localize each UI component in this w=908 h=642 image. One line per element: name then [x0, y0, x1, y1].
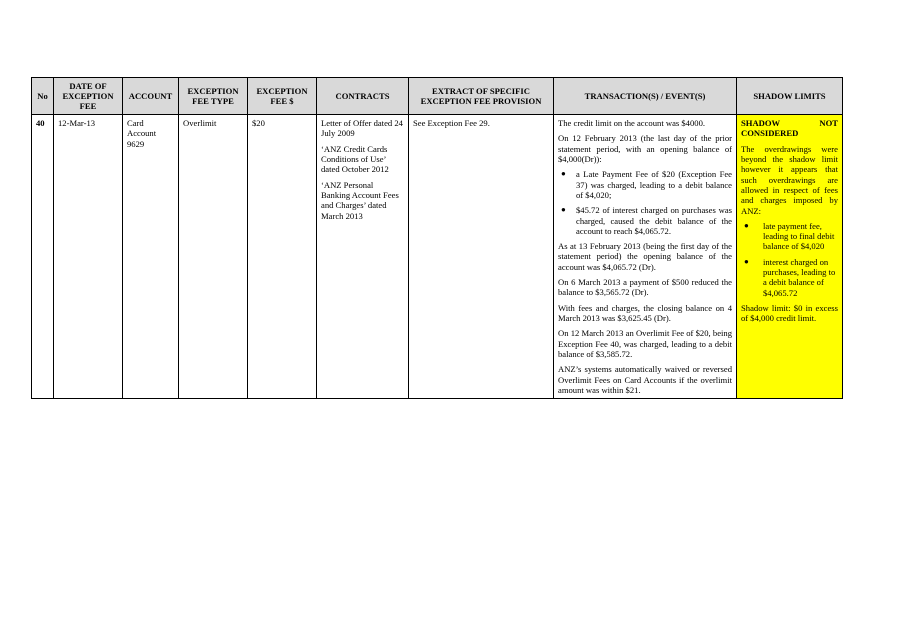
- header-contracts: CONTRACTS: [317, 78, 409, 115]
- cell-extract: See Exception Fee 29.: [409, 115, 554, 399]
- list-item: [558, 205, 732, 236]
- cell-no: 40: [32, 115, 54, 399]
- transaction-paragraph: On 6 March 2013 a payment of $500 reduced the balance to $3,565.72 (Dr).: [558, 277, 732, 298]
- shadow-intro: The overdrawings were beyond the shadow limit however it appears that such overdrawings are allowed in respect of fees and charges imposed by ANZ:: [741, 143, 838, 216]
- bullet-text: interest charged on purchases, leading to a debit balance of $4,065.72: [763, 256, 836, 298]
- contract-item: Letter of Offer dated 24 July 2009: [321, 118, 403, 139]
- bullet-icon: ●: [561, 205, 566, 215]
- cell-date: 12-Mar-13: [54, 115, 123, 399]
- header-fee-amount: EXCEPTION FEE $: [248, 78, 317, 115]
- transaction-paragraph: On 12 March 2013 an Overlimit Fee of $20, being Exception Fee 40, was charged, leading to a debit balance of $3,585.72.: [558, 328, 732, 359]
- table-row: [32, 115, 843, 399]
- exception-fee-table: [31, 77, 843, 399]
- shadow-status: SHADOW NOT CONSIDERED: [741, 118, 838, 139]
- transaction-paragraph: The credit limit on the account was $4000.: [558, 118, 706, 128]
- header-transactions: TRANSACTION(S) / EVENT(S): [554, 78, 737, 115]
- header-account: ACCOUNT: [123, 78, 179, 115]
- transaction-paragraph: ANZ’s systems automatically waived or reversed Overlimit Fees on Card Accounts if the overlimit amount was within $21.: [558, 364, 732, 395]
- transaction-paragraph: On 12 February 2013 (the last day of the prior statement period, with an opening balance of $4,000(Dr)):: [558, 133, 732, 164]
- transaction-paragraph: As at 13 February 2013 (being the first day of the statement period) the opening balance of the account was $4,065.72 (Dr).: [558, 241, 732, 272]
- contract-item: ‘ANZ Credit Cards Conditions of Use’ dated October 2012: [321, 143, 389, 175]
- bullet-text: $45.72 of interest charged on purchases was charged, caused the debit balance of the account to reach $4,065.72.: [576, 205, 732, 236]
- transaction-bullet-list: [558, 169, 732, 236]
- header-row: [32, 78, 843, 115]
- cell-shadow-limits: [737, 115, 843, 399]
- cell-account: Card Account 9629: [123, 115, 179, 399]
- list-item: [741, 221, 838, 252]
- contract-item: ‘ANZ Personal Banking Account Fees and Charges’ dated March 2013: [321, 179, 399, 221]
- header-shadow-limits: SHADOW LIMITS: [737, 78, 843, 115]
- shadow-limit-note: Shadow limit: $0 in excess of $4,000 credit limit.: [741, 303, 838, 324]
- cell-transactions: [554, 115, 737, 399]
- header-extract: EXTRACT OF SPECIFIC EXCEPTION FEE PROVISION: [409, 78, 554, 115]
- cell-fee-type: Overlimit: [179, 115, 248, 399]
- header-date: DATE OF EXCEPTION FEE: [54, 78, 123, 115]
- bullet-icon: ●: [744, 256, 749, 266]
- cell-contracts: [317, 115, 409, 399]
- bullet-icon: ●: [744, 220, 749, 230]
- bullet-text: late payment fee, leading to final debit balance of $4,020: [763, 220, 835, 252]
- list-item: [741, 257, 838, 298]
- header-fee-type: EXCEPTION FEE TYPE: [179, 78, 248, 115]
- header-no: No: [32, 78, 54, 115]
- bullet-icon: ●: [561, 169, 566, 179]
- shadow-bullet-list: [741, 221, 838, 298]
- cell-fee-amount: $20: [248, 115, 317, 399]
- transaction-paragraph: With fees and charges, the closing balance on 4 March 2013 was $3,625.45 (Dr).: [558, 302, 732, 323]
- list-item: [558, 169, 732, 200]
- bullet-text: a Late Payment Fee of $20 (Exception Fee 37) was charged, leading to a debit balance of $4,020;: [576, 169, 732, 200]
